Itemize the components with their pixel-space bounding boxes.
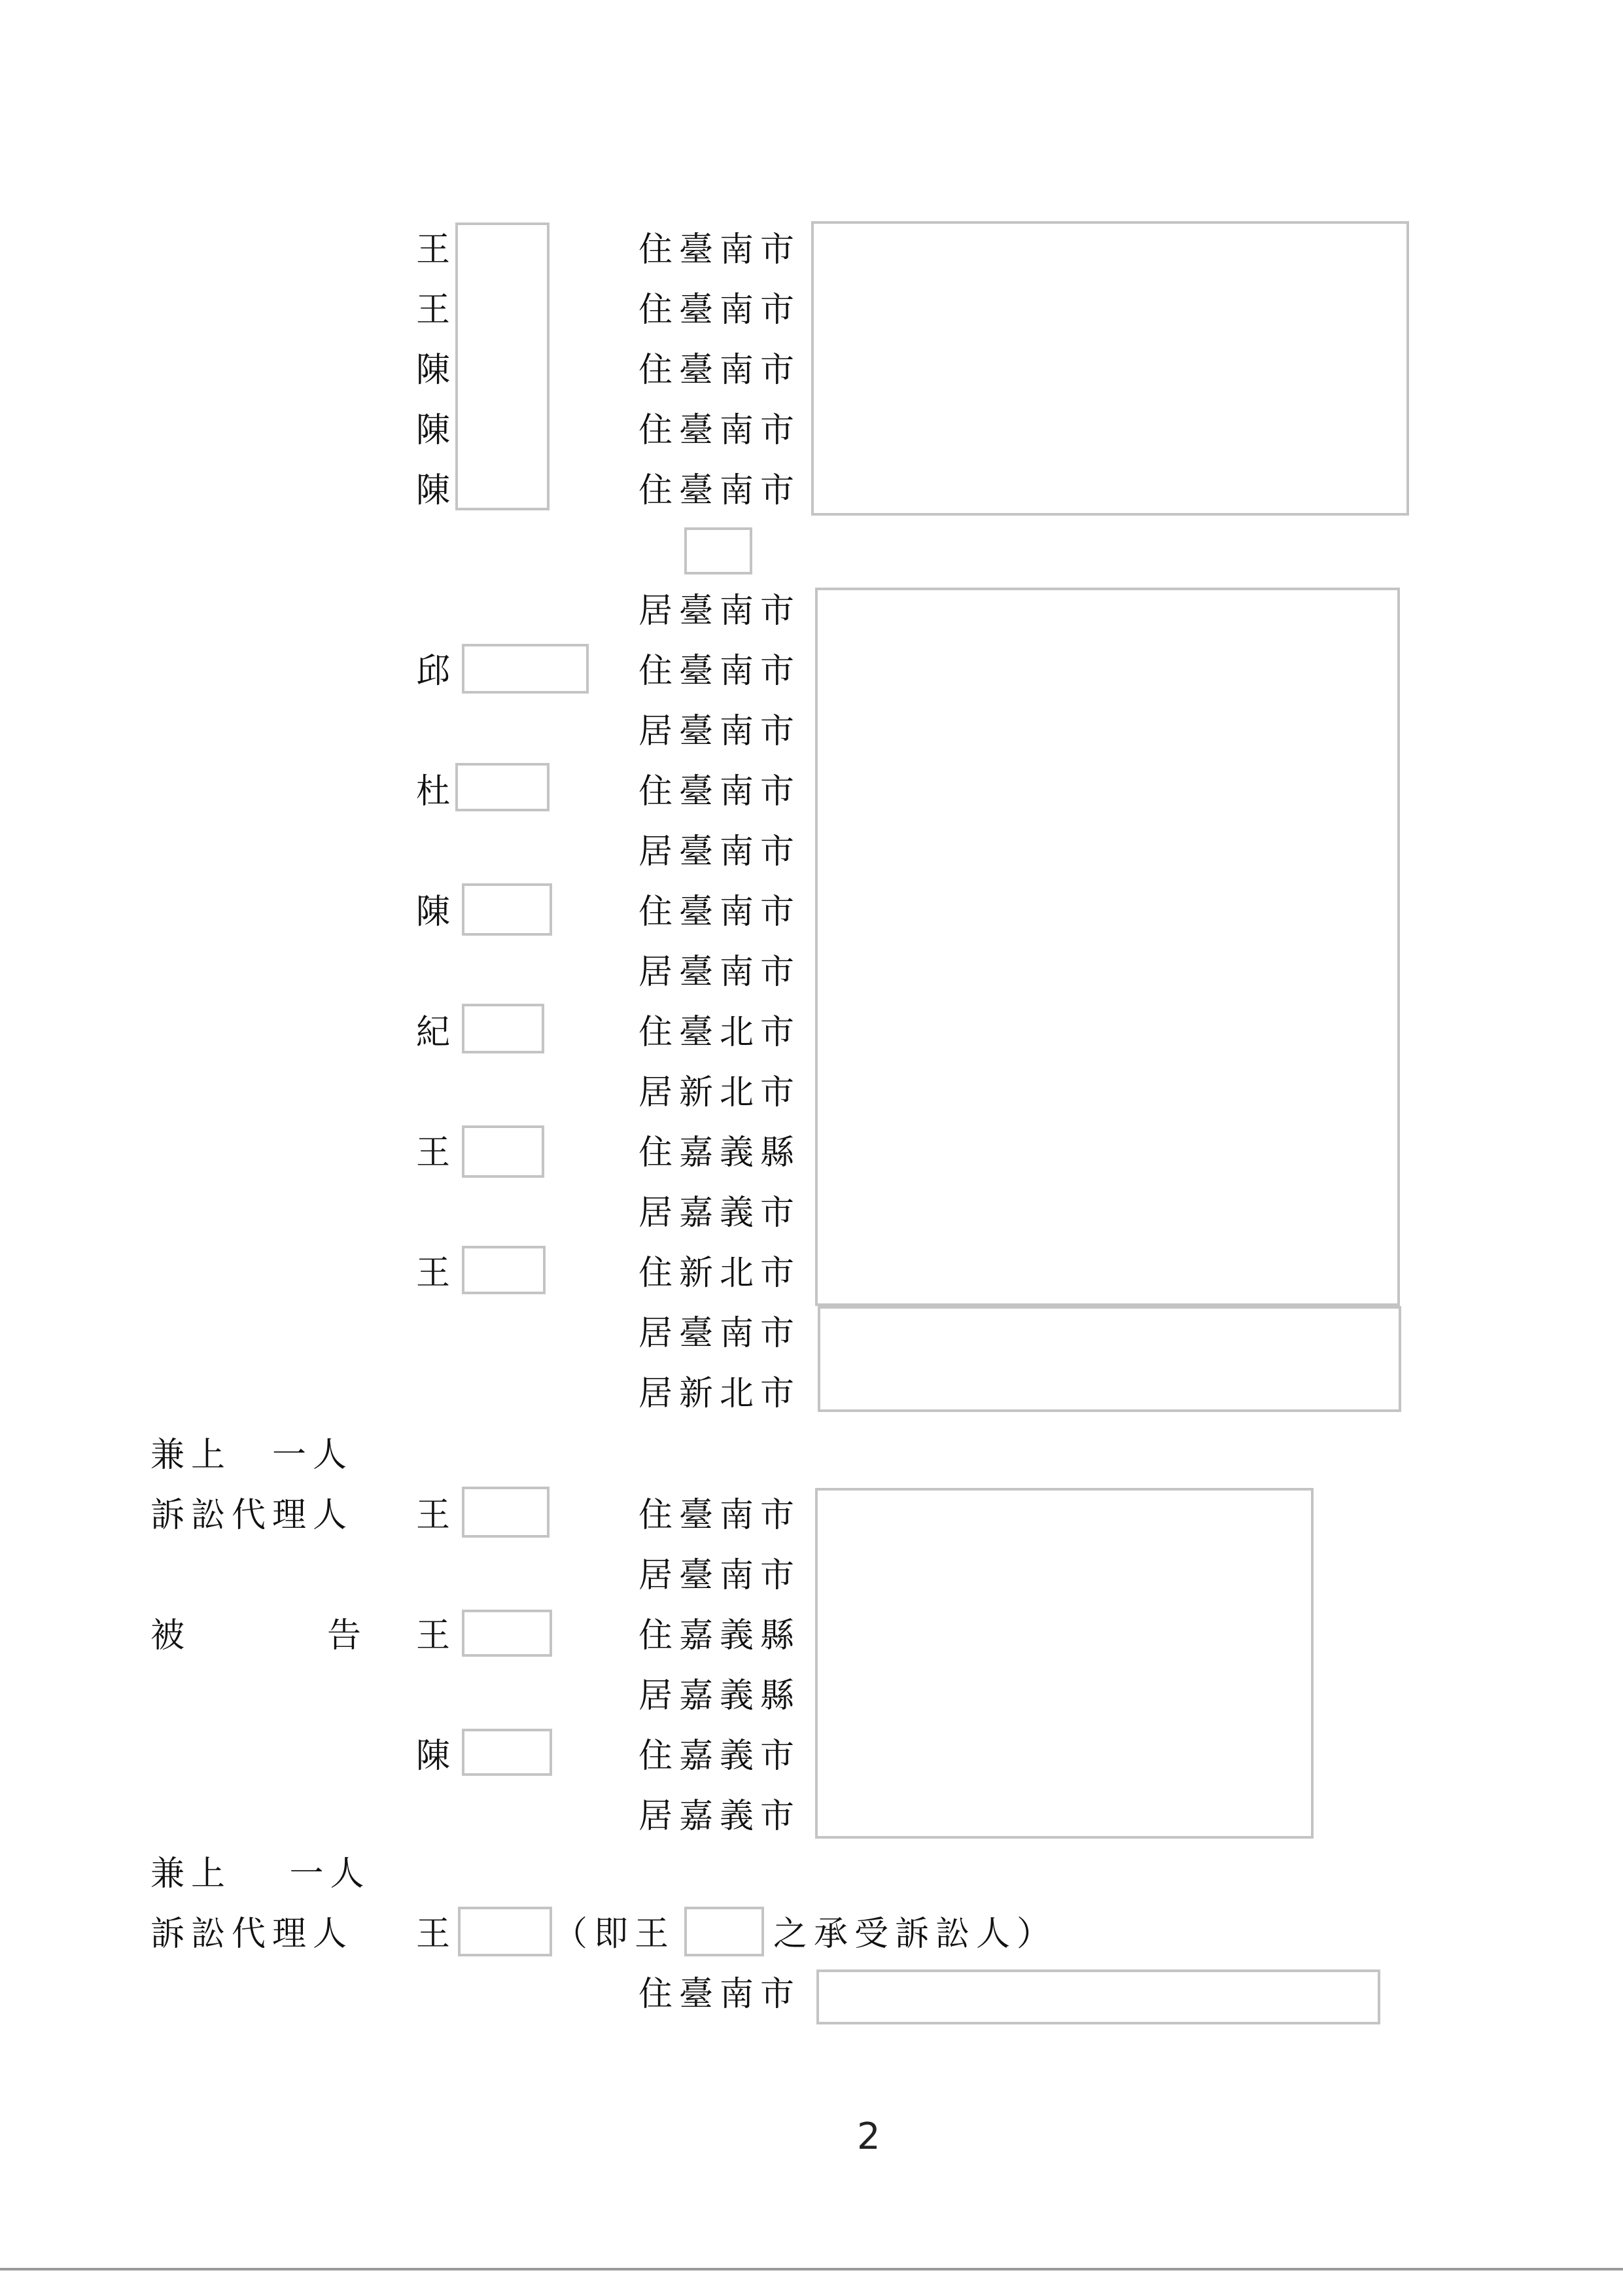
redaction-box bbox=[462, 644, 589, 694]
address-prefix: 住臺南市 bbox=[638, 230, 801, 270]
address-prefix: 住臺南市 bbox=[638, 411, 801, 450]
redaction-box bbox=[815, 588, 1400, 1306]
address-prefix: 住臺南市 bbox=[638, 652, 801, 691]
successor-note-close: 之承受訴訟人） bbox=[773, 1915, 1058, 1954]
redaction-box bbox=[818, 1306, 1401, 1412]
redaction-box bbox=[462, 1729, 552, 1776]
party-name: 紀 bbox=[416, 1013, 451, 1052]
address-prefix: 住臺南市 bbox=[638, 471, 801, 510]
address-prefix: 居新北市 bbox=[638, 1374, 801, 1413]
agent-name: 王 bbox=[416, 1496, 451, 1535]
address-prefix: 居嘉義縣 bbox=[638, 1676, 801, 1716]
redaction-box bbox=[815, 1488, 1314, 1839]
defendant-label-left: 被 bbox=[150, 1616, 185, 1655]
address-prefix: 住臺南市 bbox=[638, 892, 801, 932]
redaction-box bbox=[462, 1004, 544, 1053]
address-prefix: 住臺南市 bbox=[638, 351, 801, 390]
redaction-box bbox=[455, 763, 550, 811]
party-name: 王 bbox=[416, 1254, 451, 1293]
party-name: 王 bbox=[416, 1133, 451, 1173]
party-name: 王 bbox=[416, 291, 451, 330]
address-prefix: 住嘉義縣 bbox=[638, 1133, 801, 1173]
redaction-box bbox=[458, 1907, 552, 1956]
redaction-box bbox=[462, 1246, 546, 1294]
address-prefix: 住臺北市 bbox=[638, 1013, 801, 1052]
address-prefix: 居臺南市 bbox=[638, 832, 801, 872]
address-prefix: 住嘉義縣 bbox=[638, 1616, 801, 1655]
address-prefix: 住臺南市 bbox=[638, 772, 801, 811]
agent-label: 訴訟代理人 bbox=[150, 1496, 354, 1535]
address-prefix: 居新北市 bbox=[638, 1073, 801, 1112]
party-name: 杜 bbox=[416, 772, 451, 811]
defendant-label-right: 告 bbox=[327, 1616, 362, 1655]
party-name: 陳 bbox=[416, 892, 451, 932]
redaction-box bbox=[455, 222, 550, 510]
address-prefix: 居嘉義市 bbox=[638, 1797, 801, 1836]
address-prefix: 居臺南市 bbox=[638, 1556, 801, 1595]
party-name: 陳 bbox=[416, 471, 451, 510]
redaction-box bbox=[462, 1125, 544, 1178]
jian-label: 兼上 一人 bbox=[150, 1854, 371, 1894]
defendant-name: 王 bbox=[416, 1616, 451, 1655]
agent-label: 訴訟代理人 bbox=[150, 1915, 354, 1954]
address-prefix: 住臺南市 bbox=[638, 1496, 801, 1535]
address-prefix: 住臺南市 bbox=[638, 291, 801, 330]
address-prefix: 住臺南市 bbox=[638, 1975, 801, 2014]
jian-label: 兼上 一人 bbox=[150, 1436, 354, 1475]
redaction-box bbox=[811, 221, 1409, 516]
redaction-box bbox=[684, 1907, 764, 1956]
address-prefix: 居臺南市 bbox=[638, 953, 801, 992]
page-number: 2 bbox=[857, 2115, 881, 2158]
party-name: 陳 bbox=[416, 411, 451, 450]
party-name: 王 bbox=[416, 230, 451, 270]
defendant-name: 陳 bbox=[416, 1737, 451, 1776]
address-prefix: 居臺南市 bbox=[638, 712, 801, 751]
successor-note-open: （即王 bbox=[553, 1915, 676, 1954]
party-name: 陳 bbox=[416, 351, 451, 390]
redaction-box bbox=[462, 1487, 550, 1538]
address-prefix: 居臺南市 bbox=[638, 592, 801, 631]
redaction-box bbox=[684, 527, 752, 574]
redaction-box bbox=[816, 1969, 1380, 2024]
address-prefix: 住新北市 bbox=[638, 1254, 801, 1293]
page-bottom-edge bbox=[0, 2268, 1623, 2270]
address-prefix: 居嘉義市 bbox=[638, 1193, 801, 1233]
redaction-box bbox=[462, 1610, 552, 1657]
redaction-box bbox=[462, 883, 552, 936]
address-prefix: 住嘉義市 bbox=[638, 1737, 801, 1776]
party-name: 邱 bbox=[416, 652, 451, 691]
address-prefix: 居臺南市 bbox=[638, 1314, 801, 1353]
agent-name: 王 bbox=[416, 1915, 451, 1954]
